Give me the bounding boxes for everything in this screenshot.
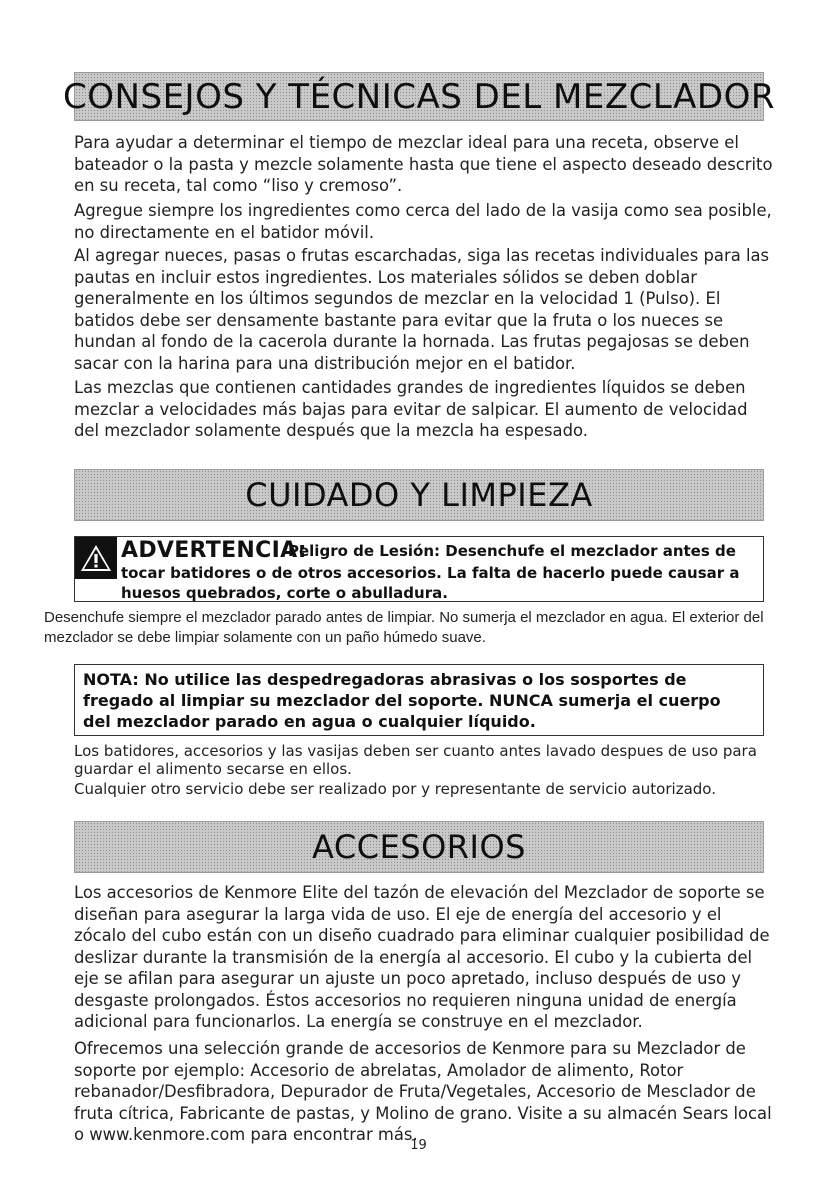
warning-body: tocar batidores o de otros accesorios. La falta de hacerlo puede causar a huesos quebrados, corte o abulladura.	[121, 564, 740, 602]
warning-box	[74, 536, 764, 602]
note-box: NOTA: No utilice las despedregadoras abrasivas o los sosportes de fregado al limpiar su mezclador del soporte. NUNCA sumerja el cuerpo del mezclador parado en agua o cualquier líquido.	[74, 664, 764, 736]
tips-paragraph: Para ayudar a determinar el tiempo de mezclar ideal para una receta, observe el bateador o la pasta y mezcle solamente hasta que tiene el aspecto deseado descrito en su receta, tal como “liso y cremoso”.	[74, 133, 773, 195]
service-paragraph: Cualquier otro servicio debe ser realizado por y representante de servicio autorizado.	[74, 780, 716, 798]
care-heading-banner	[74, 469, 764, 521]
warning-lead: Peligro de Lesión: Desenchufe el mezclador antes de	[288, 542, 736, 560]
care-heading: CUIDADO Y LIMPIEZA	[245, 476, 593, 514]
warning-title: ADVERTENCIA:	[121, 538, 307, 563]
accessories-heading: ACCESORIOS	[312, 828, 526, 866]
tips-heading: CONSEJOS Y TÉCNICAS DEL MEZCLADOR	[63, 76, 775, 117]
tips-paragraph: Las mezclas que contienen cantidades grandes de ingredientes líquidos se deben mezclar a velocidades más bajas para evitar de salpicar. El aumento de velocidad del mezclador solamente después que la mezcla ha espesado.	[74, 378, 748, 440]
cleaning-instructions: Desenchufe siempre el mezclador parado antes de limpiar. No sumerja el mezclador en agua. El exterior del mezclador se debe limpiar solamente con un paño húmedo suave.	[44, 609, 764, 646]
tips-heading-banner	[63, 72, 775, 121]
page-number: 19	[410, 1138, 427, 1153]
warning-triangle-icon	[75, 537, 117, 579]
accessories-paragraph: Ofrecemos una selección grande de accesorios de Kenmore para su Mezclador de soporte por ejemplo: Accesorio de abrelatas, Amolador de alimento, Rotor rebanador/Desfibradora, Depurador de Fruta/Vegetales, Accesorio de Mesclador de fruta cítrica, Fabricante de pastas, y Molino de grano. Visite a su almacén Sears local o www.kenmore.com para encontrar más.	[74, 1039, 772, 1144]
tips-paragraph: Agregue siempre los ingredientes como cerca del lado de la vasija como sea posible, no directamente en el batidor móvil.	[74, 201, 772, 242]
storage-paragraph: Los batidores, accesorios y las vasijas deben ser cuanto antes lavado despues de uso para guardar el alimento secarse en ellos.	[74, 742, 757, 778]
accessories-paragraph: Los accesorios de Kenmore Elite del tazón de elevación del Mezclador de soporte se diseñan para asegurar la larga vida de uso. El eje de energía del accesorio y el zócalo del cubo están con un diseño cuadrado para eliminar cualquier posibilidad de deslizar durante la transmisión de la energía al accesorio. El cubo y la cubierta del eje se afilan para asegurar un ajuste un poco apretado, incluso después de uso y desgaste prolongados. Éstos accesorios no requieren ninguna unidad de energía adicional para funcionarlos. La energía se construye en el mezclador.	[74, 883, 770, 1031]
accessories-heading-banner	[74, 821, 764, 873]
tips-paragraph: Al agregar nueces, pasas o frutas escarchadas, siga las recetas individuales para las pautas en incluir estos ingredientes. Los materiales sólidos se deben doblar generalmente en los últimos segundos de mezclar en la velocidad 1 (Pulso). El batidos debe ser densamente bastante para evitar que la fruta o los nueces se hundan al fondo de la cacerola durante la hornada. Las frutas pegajosas se deben sacar con la harina para una distribución mejor en el batidor.	[74, 246, 770, 373]
